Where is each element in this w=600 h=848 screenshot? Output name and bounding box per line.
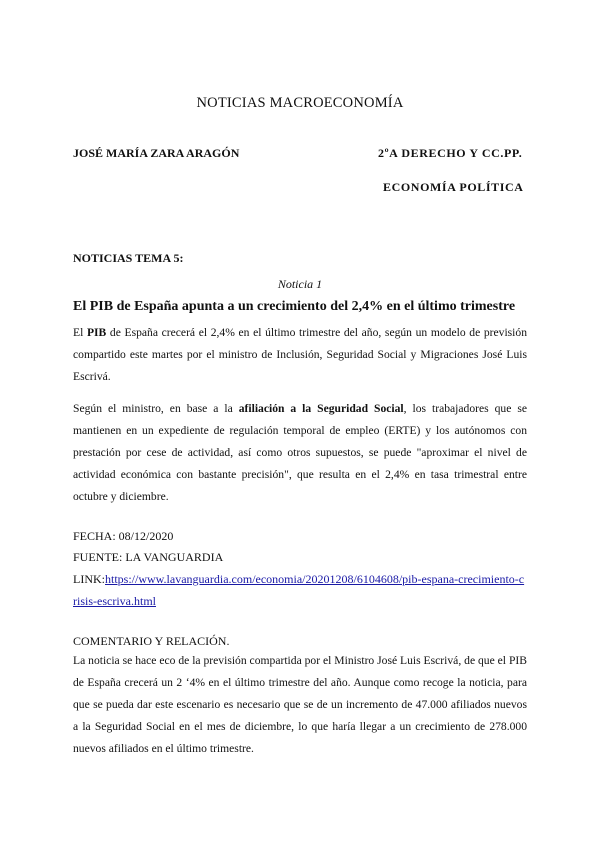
author-name: JOSÉ MARÍA ZARA ARAGÓN [73,146,240,160]
link-label: LINK: [73,572,105,586]
news-date: FECHA: 08/12/2020 [73,529,174,543]
news-paragraph-1 [73,322,527,388]
news-number: Noticia 1 [277,277,323,291]
p1-text-a: El [73,326,87,339]
theme-heading: NOTICIAS TEMA 5: [73,251,184,265]
news-headline: El PIB de España apunta a un crecimiento del 2,4% en el último trimestre [73,299,516,314]
subject-label: ECONOMÍA POLÍTICA [383,180,524,194]
p1-bold-pib: PIB [86,326,107,339]
comment-paragraph: La noticia se hace eco de la previsión compartida por el Ministro José Luis Escrivá, de que el PIB de España crecerá un 2 ‘4% en el último trimestre del año. Aunque como recoge la noticia, para que se pueda dar este escenario es necesario que se de un incremento de 47.000 afiliados nuevos a la Seguridad Social en el mes de diciembre, lo que haría llegar a un crecimiento de 278.000 nuevos afiliados en el último trimestre. [73,654,527,755]
comment-heading: COMENTARIO Y RELACIÓN. [73,634,230,648]
news-url-link[interactable]: https://www.lavanguardia.com/economia/20201208/6104608/pib-espana-crecimiento-crisis-escriva.html [73,572,525,608]
news-link [73,568,527,612]
p2-bold-afiliacion: afiliación a la Seguridad Social [238,402,404,415]
news-source: FUENTE: LA VANGUARDIA [73,550,224,564]
document-title: NOTICIAS MACROECONOMÍA [196,95,404,111]
p2-text-c: , los trabajadores que se mantienen en un expediente de regulación temporal de empleo (ERTE) y los autónomos con prestación por cese de actividad, así como otros supuestos, se puede "aproximar el nivel de actividad económica con bastante precisión", que resulta en el 2,4% en tasa trimestral entre octubre y diciembre. [73,402,527,503]
p2-text-a: Según el ministro, en base a la [73,402,239,415]
p1-text-c: de España crecerá el 2,4% en el último trimestre del año, según un modelo de previsión compartido este martes por el ministro de Inclusión, Seguridad Social y Migraciones José Luis Escrivá. [73,326,528,383]
course-label: 2ºA DERECHO Y CC.PP. [378,146,523,160]
news-paragraph-2 [73,398,527,508]
